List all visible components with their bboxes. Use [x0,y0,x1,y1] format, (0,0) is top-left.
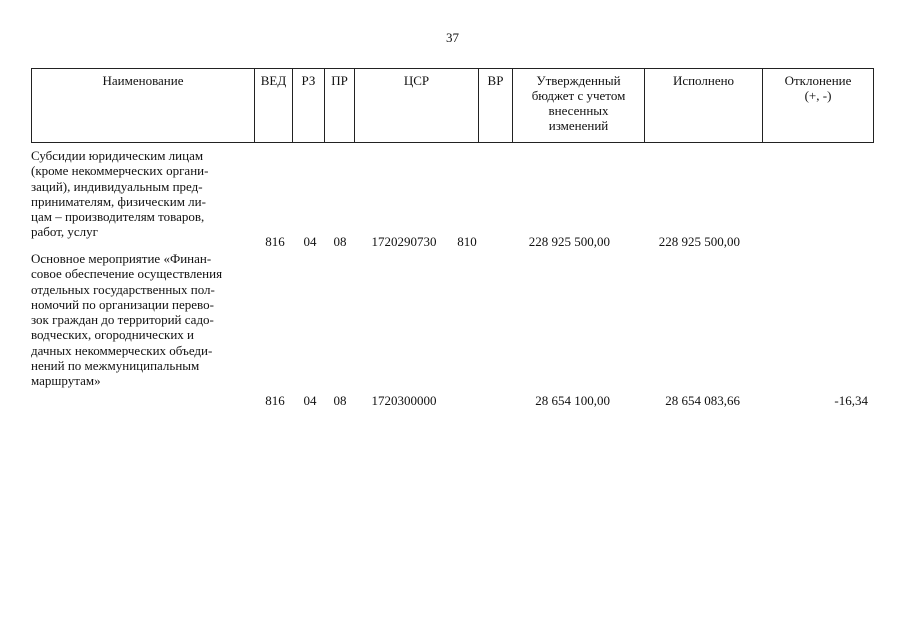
header-deviation-line: (+, -) [804,88,832,103]
row-1-executed: 228 925 500,00 [658,234,740,249]
name-line: совое обеспечение осуществления [31,266,223,282]
name-line: работ, услуг [31,224,99,240]
table-header [31,68,874,143]
header-approved [513,69,645,142]
name-line: Субсидии юридическим лицам [31,148,204,163]
header-rz-label: РЗ [301,73,316,88]
row-1-csr: 1720290730 [371,234,437,249]
header-executed [645,69,763,142]
header-approved-line: внесенных [548,103,609,118]
header-csr-label: ЦСР [403,73,430,88]
header-deviation-line: Отклонение [784,73,852,88]
name-line: отдельных государственных пол- [31,281,215,297]
name-line: номочий по организации перево- [31,296,214,312]
header-ved-label: ВЕД [260,73,287,88]
name-line: маршрутам» [31,373,101,389]
row-2-pr: 08 [333,393,347,408]
row-1-vr: 810 [457,234,477,249]
name-line: водческих, огороднических и [31,327,195,343]
page-number: 37 [446,30,459,45]
row-1-ved: 816 [265,234,285,249]
row-2-ved: 816 [265,393,285,408]
name-line: зок граждан до территорий садо- [31,312,214,328]
header-ved [255,69,293,142]
header-pr-label: ПР [331,73,348,88]
header-approved-line: изменений [548,118,609,133]
header-approved-line: Утвержденный [536,73,621,88]
row-1-name [31,148,261,240]
header-deviation [763,69,873,142]
row-2-rz: 04 [303,393,317,408]
header-pr [325,69,355,142]
name-line: нений по межмуниципальным [31,358,200,374]
row-2-csr: 1720300000 [371,393,437,408]
name-line: дачных некоммерческих объеди- [31,342,213,358]
row-2-approved: 28 654 100,00 [535,393,610,408]
header-vr-label: ВР [487,73,504,88]
row-1-pr: 08 [333,234,347,249]
row-1-approved: 228 925 500,00 [528,234,610,249]
header-name-label: Наименование [102,73,184,88]
row-1-rz: 04 [303,234,317,249]
header-rz [293,69,325,142]
row-2-deviation: -16,34 [834,393,868,408]
header-name [32,69,255,142]
row-2-executed: 28 654 083,66 [665,393,740,408]
row-2-name [31,251,261,389]
header-executed-label: Исполнено [672,73,735,88]
name-line: принимателям, физическим ли- [31,193,206,209]
name-line: цам – производителям товаров, [31,209,205,225]
name-line: (кроме некоммерческих органи- [31,163,209,179]
header-approved-line: бюджет с учетом [531,88,626,103]
header-vr [479,69,513,142]
name-line: Основное мероприятие «Финан- [31,251,212,266]
header-csr [355,69,479,142]
name-line: заций), индивидуальным пред- [31,178,203,194]
